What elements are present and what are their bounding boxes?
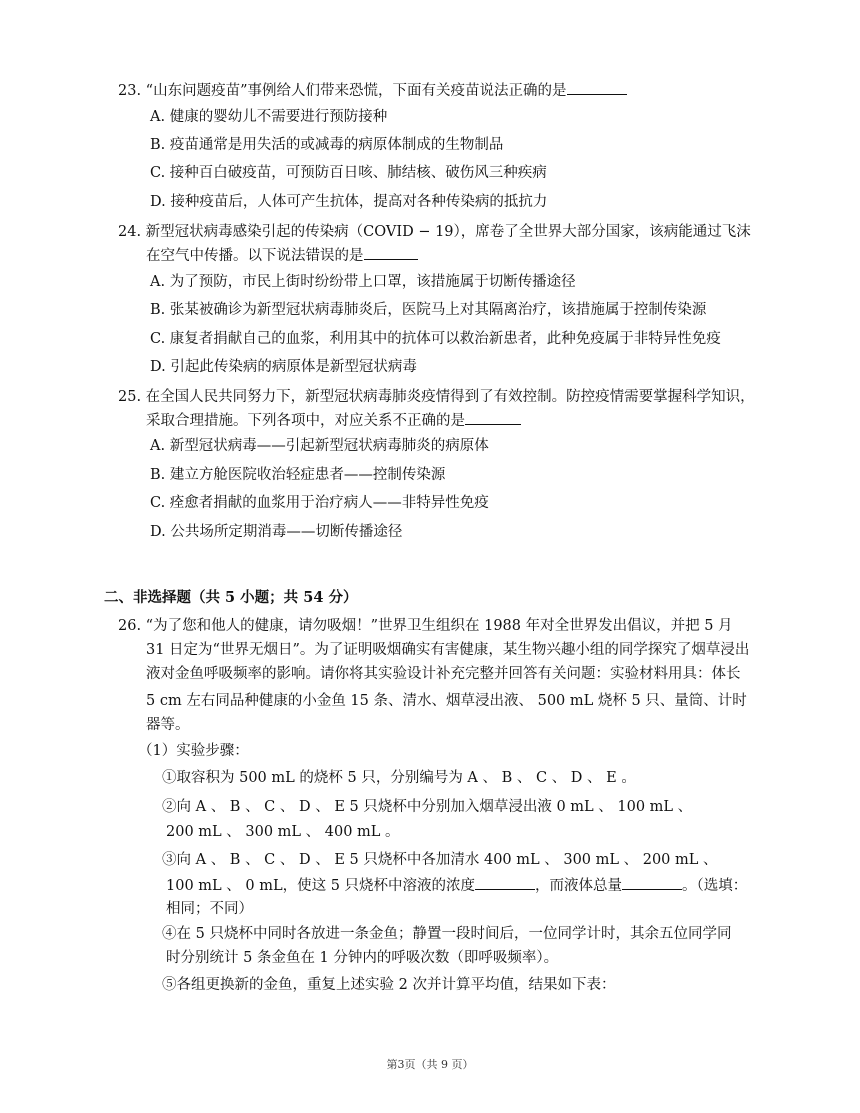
section-title: 二、非选择题（共 5 小题；共 54 分） bbox=[104, 589, 358, 606]
q25-option-c: C. 痊愈者捐献的血浆用于治疗病人——非特异性免疫 bbox=[150, 495, 489, 511]
q24-option-c: C. 康复者捐献自己的血浆，利用其中的抗体可以救治新患者，此种免疫属于非特异性免疫 bbox=[150, 331, 721, 347]
q26-step2-line2: 200 mL 、 300 mL 、 400 mL 。 bbox=[166, 824, 400, 840]
q26-step4-line1: ④在 5 只烧杯中同时各放进一条金鱼；静置一段时间后，一位同学计时，其余五位同学同 bbox=[162, 926, 732, 942]
q26-line1: 26. “为了您和他人的健康，请勿吸烟！”世界卫生组织在 1988 年对全世界发出倡议，并把 5 月 bbox=[118, 618, 733, 634]
q25-option-a: A. 新型冠状病毒——引起新型冠状病毒肺炎的病原体 bbox=[150, 438, 489, 454]
q26-step3-text-b: ，而液体总量 bbox=[535, 878, 623, 894]
q26-step3-line3: 相同；不同） bbox=[166, 901, 253, 917]
q25-stem-line1: 25. 在全国人民共同努力下，新型冠状病毒肺炎疫情得到了有效控制。防控疫情需要掌握科学知识， bbox=[118, 389, 755, 405]
q23-stem bbox=[118, 80, 627, 101]
q26-line2: 31 日定为“世界无烟日”。为了证明吸烟确实有害健康，某生物兴趣小组的同学探究了烟草浸出 bbox=[146, 642, 750, 658]
q25-stem-line2 bbox=[146, 410, 521, 431]
q23-option-a: A. 健康的婴幼儿不需要进行预防接种 bbox=[150, 109, 388, 125]
q23-option-c: C. 接种百白破疫苗，可预防百日咳、肺结核、破伤风三种疾病 bbox=[150, 165, 547, 181]
q26-step3-text-a: 100 mL 、 0 mL，使这 5 只烧杯中溶液的浓度 bbox=[166, 878, 476, 894]
total-volume-blank[interactable] bbox=[622, 875, 682, 890]
q24-stem-line2 bbox=[146, 245, 418, 266]
concentration-blank[interactable] bbox=[475, 875, 535, 890]
q26-step1: ①取容积为 500 mL 的烧杯 5 只，分别编号为 A 、 B 、 C 、 D 、 E 。 bbox=[162, 770, 636, 786]
q25-option-b: B. 建立方舱医院收治轻症患者——控制传染源 bbox=[150, 467, 446, 483]
q24-option-b: B. 张某被确诊为新型冠状病毒肺炎后，医院马上对其隔离治疗，该措施属于控制传染源 bbox=[150, 302, 707, 318]
q26-line3: 液对金鱼呼吸频率的影响。请你将其实验设计补充完整并回答有关问题：实验材料用具：体长 bbox=[146, 666, 741, 682]
q25-option-d: D. 公共场所定期消毒——切断传播途径 bbox=[150, 524, 403, 540]
q24-option-a: A. 为了预防，市民上街时纷纷带上口罩，该措施属于切断传播途径 bbox=[150, 274, 576, 290]
q24-answer-blank[interactable] bbox=[364, 245, 418, 260]
q23-option-b: B. 疫苗通常是用失活的或减毒的病原体制成的生物制品 bbox=[150, 137, 504, 153]
q23-answer-blank[interactable] bbox=[567, 80, 627, 95]
q26-step3-line1: ③向 A 、 B 、 C 、 D 、 E 5 只烧杯中各加清水 400 mL 、 300 mL 、 200 mL 、 bbox=[162, 852, 718, 868]
q26-step3-line2 bbox=[166, 875, 747, 896]
q24-stem-line2-text: 在空气中传播。以下说法错误的是 bbox=[146, 248, 364, 264]
q26-sub1-title: （1）实验步骤： bbox=[138, 743, 249, 759]
q26-line4: 5 cm 左右同品种健康的小金鱼 15 条、清水、烟草浸出液、 500 mL 烧杯 5 只、量筒、计时 bbox=[146, 693, 747, 709]
q23-stem-text: 23. “山东问题疫苗”事例给人们带来恐慌，下面有关疫苗说法正确的是 bbox=[118, 83, 567, 99]
q26-step2-line1: ②向 A 、 B 、 C 、 D 、 E 5 只烧杯中分别加入烟草浸出液 0 mL 、 100 mL 、 bbox=[162, 799, 693, 815]
q25-stem-line2-text: 采取合理措施。下列各项中，对应关系不正确的是 bbox=[146, 413, 465, 429]
q23-option-d: D. 接种疫苗后，人体可产生抗体，提高对各种传染病的抵抗力 bbox=[150, 194, 548, 210]
q26-step4-line2: 时分别统计 5 条金鱼在 1 分钟内的呼吸次数（即呼吸频率）。 bbox=[166, 950, 559, 966]
q25-answer-blank[interactable] bbox=[465, 410, 521, 425]
page-footer: 第3页（共 9 页） bbox=[386, 1058, 474, 1071]
q24-option-d: D. 引起此传染病的病原体是新型冠状病毒 bbox=[150, 359, 417, 375]
q24-stem-line1: 24. 新型冠状病毒感染引起的传染病（COVID − 19），席卷了全世界大部分国家，该病能通过飞沫 bbox=[118, 224, 751, 240]
q26-line5: 器等。 bbox=[146, 717, 190, 733]
q26-step3-text-c: 。（选填： bbox=[682, 878, 748, 894]
q26-step5: ⑤各组更换新的金鱼，重复上述实验 2 次并计算平均值，结果如下表： bbox=[162, 977, 616, 993]
